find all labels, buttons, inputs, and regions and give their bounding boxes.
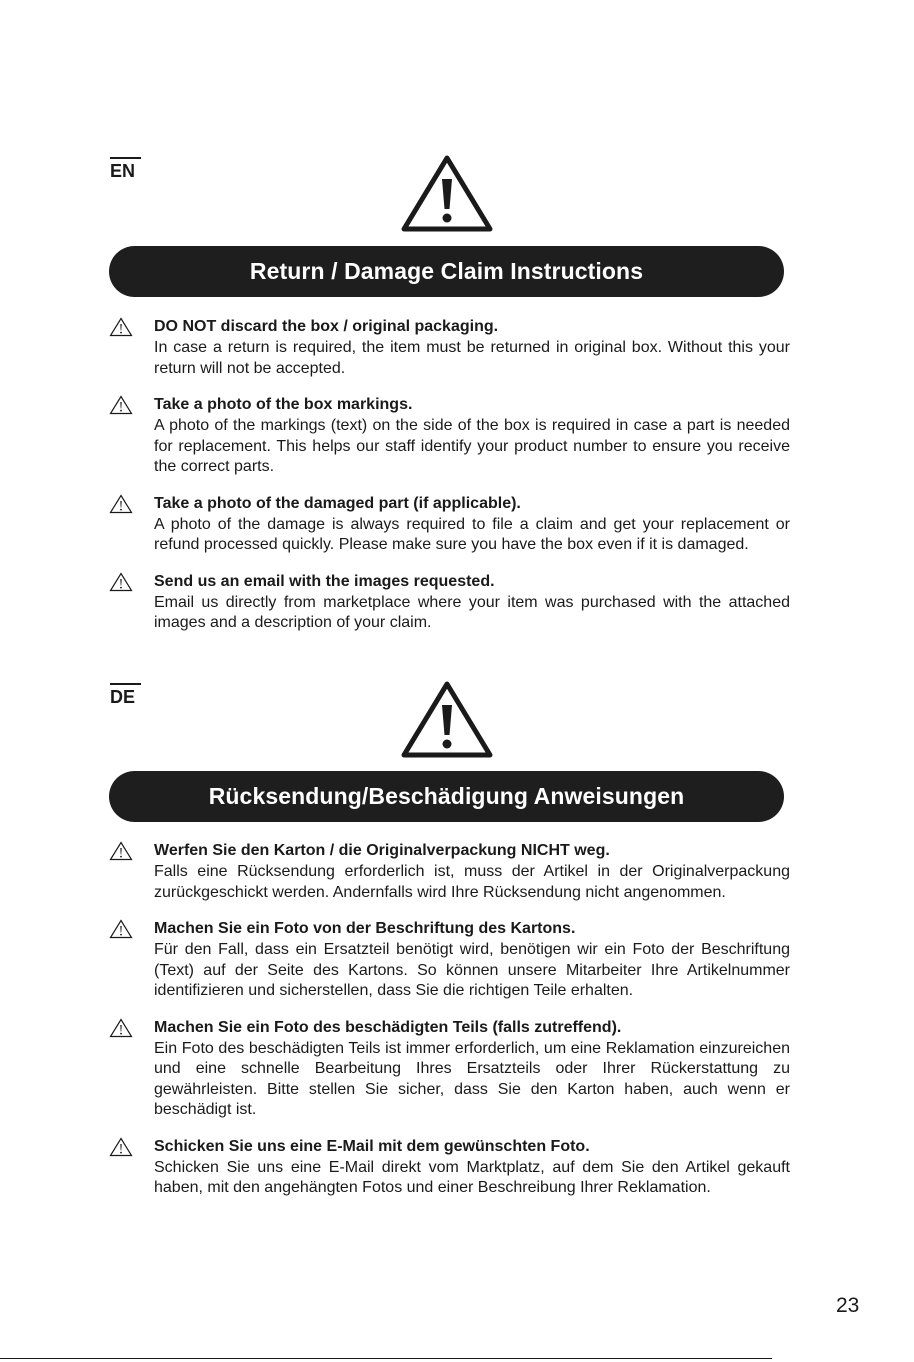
item-title: Machen Sie ein Foto des beschädigten Teils (falls zutreffend). [154,1018,622,1036]
divider [0,1358,772,1359]
item-title: DO NOT discard the box / original packaging. [154,318,499,335]
warning-triangle-icon [400,153,494,233]
item-title: Take a photo of the box markings. [154,396,413,413]
list-item [109,393,790,478]
list-item [109,570,790,634]
item-body: In case a return is required, the item must be returned in original box. Without this your return will not be accepted. [154,339,790,377]
warning-triangle-outline-icon [109,919,133,939]
section-banner-de: Rücksendung/Beschädigung Anweisungen [109,771,784,822]
item-title: Schicken Sie uns eine E-Mail mit dem gewünschten Foto. [154,1137,590,1155]
item-body: Für den Fall, dass ein Ersatzteil benötigt wird, benötigen wir ein Foto der Beschriftung (Text) auf der Seite des Kartons. So können unsere Mitarbeiter Ihre Artikelnummer identifizieren und sicherstellen, dass Sie die richtigen Teile erhalten. [154,941,790,999]
instructions-list-en [109,315,790,648]
warning-triangle-outline-icon [109,317,133,337]
warning-triangle-icon [400,679,494,759]
warning-triangle-outline-icon [109,1137,133,1157]
warning-triangle-outline-icon [109,395,133,415]
item-body: A photo of the damage is always required to file a claim and get your replacement or refund processed quickly. Please make sure you have the box even if it is damaged. [154,515,790,553]
language-code-en: EN [110,157,141,180]
warning-triangle-outline-icon [109,494,133,514]
page-number: 23 [836,1294,860,1317]
item-body: Email us directly from marketplace where your item was purchased with the attached images and a description of your claim. [154,593,790,631]
list-item [109,917,790,1002]
item-body: Falls eine Rücksendung erforderlich ist, muss der Artikel in der Originalverpackung zurückgeschickt werden. Andernfalls wird Ihre Rücksendung nicht angenommen. [154,863,790,901]
item-body: Schicken Sie uns eine E-Mail direkt vom Marktplatz, auf dem Sie den Artikel gekauft haben, mit den angehängten Fotos und einer Beschreibung Ihrer Reklamation. [154,1158,790,1196]
item-title: Machen Sie ein Foto von der Beschriftung des Kartons. [154,920,576,937]
warning-triangle-outline-icon [109,572,133,592]
warning-triangle-outline-icon [109,1018,133,1038]
language-code-de: DE [110,683,141,706]
list-item [109,1016,790,1121]
warning-triangle-outline-icon [109,841,133,861]
section-banner-en: Return / Damage Claim Instructions [109,246,784,297]
list-item [109,1135,790,1199]
instructions-list-de [109,839,790,1213]
item-body: A photo of the markings (text) on the side of the box is required in case a part is needed for replacement. This helps our staff identify your product number to ensure you receive the correct parts. [154,417,790,475]
list-item [109,315,790,379]
item-title: Take a photo of the damaged part (if applicable). [154,494,521,512]
list-item [109,492,790,556]
item-body: Ein Foto des beschädigten Teils ist immer erforderlich, um eine Reklamation einzureichen und eine schnelle Bearbeitung Ihres Ersatzteils oder Ihrer Rückerstattung zu gewährleisten. Bitte stellen Sie sicher, dass Sie den Karton haben, auch wenn er beschädigt ist. [154,1039,790,1118]
item-title: Send us an email with the images requested. [154,572,495,590]
item-title: Werfen Sie den Karton / die Originalverpackung NICHT weg. [154,842,610,859]
list-item [109,839,790,903]
